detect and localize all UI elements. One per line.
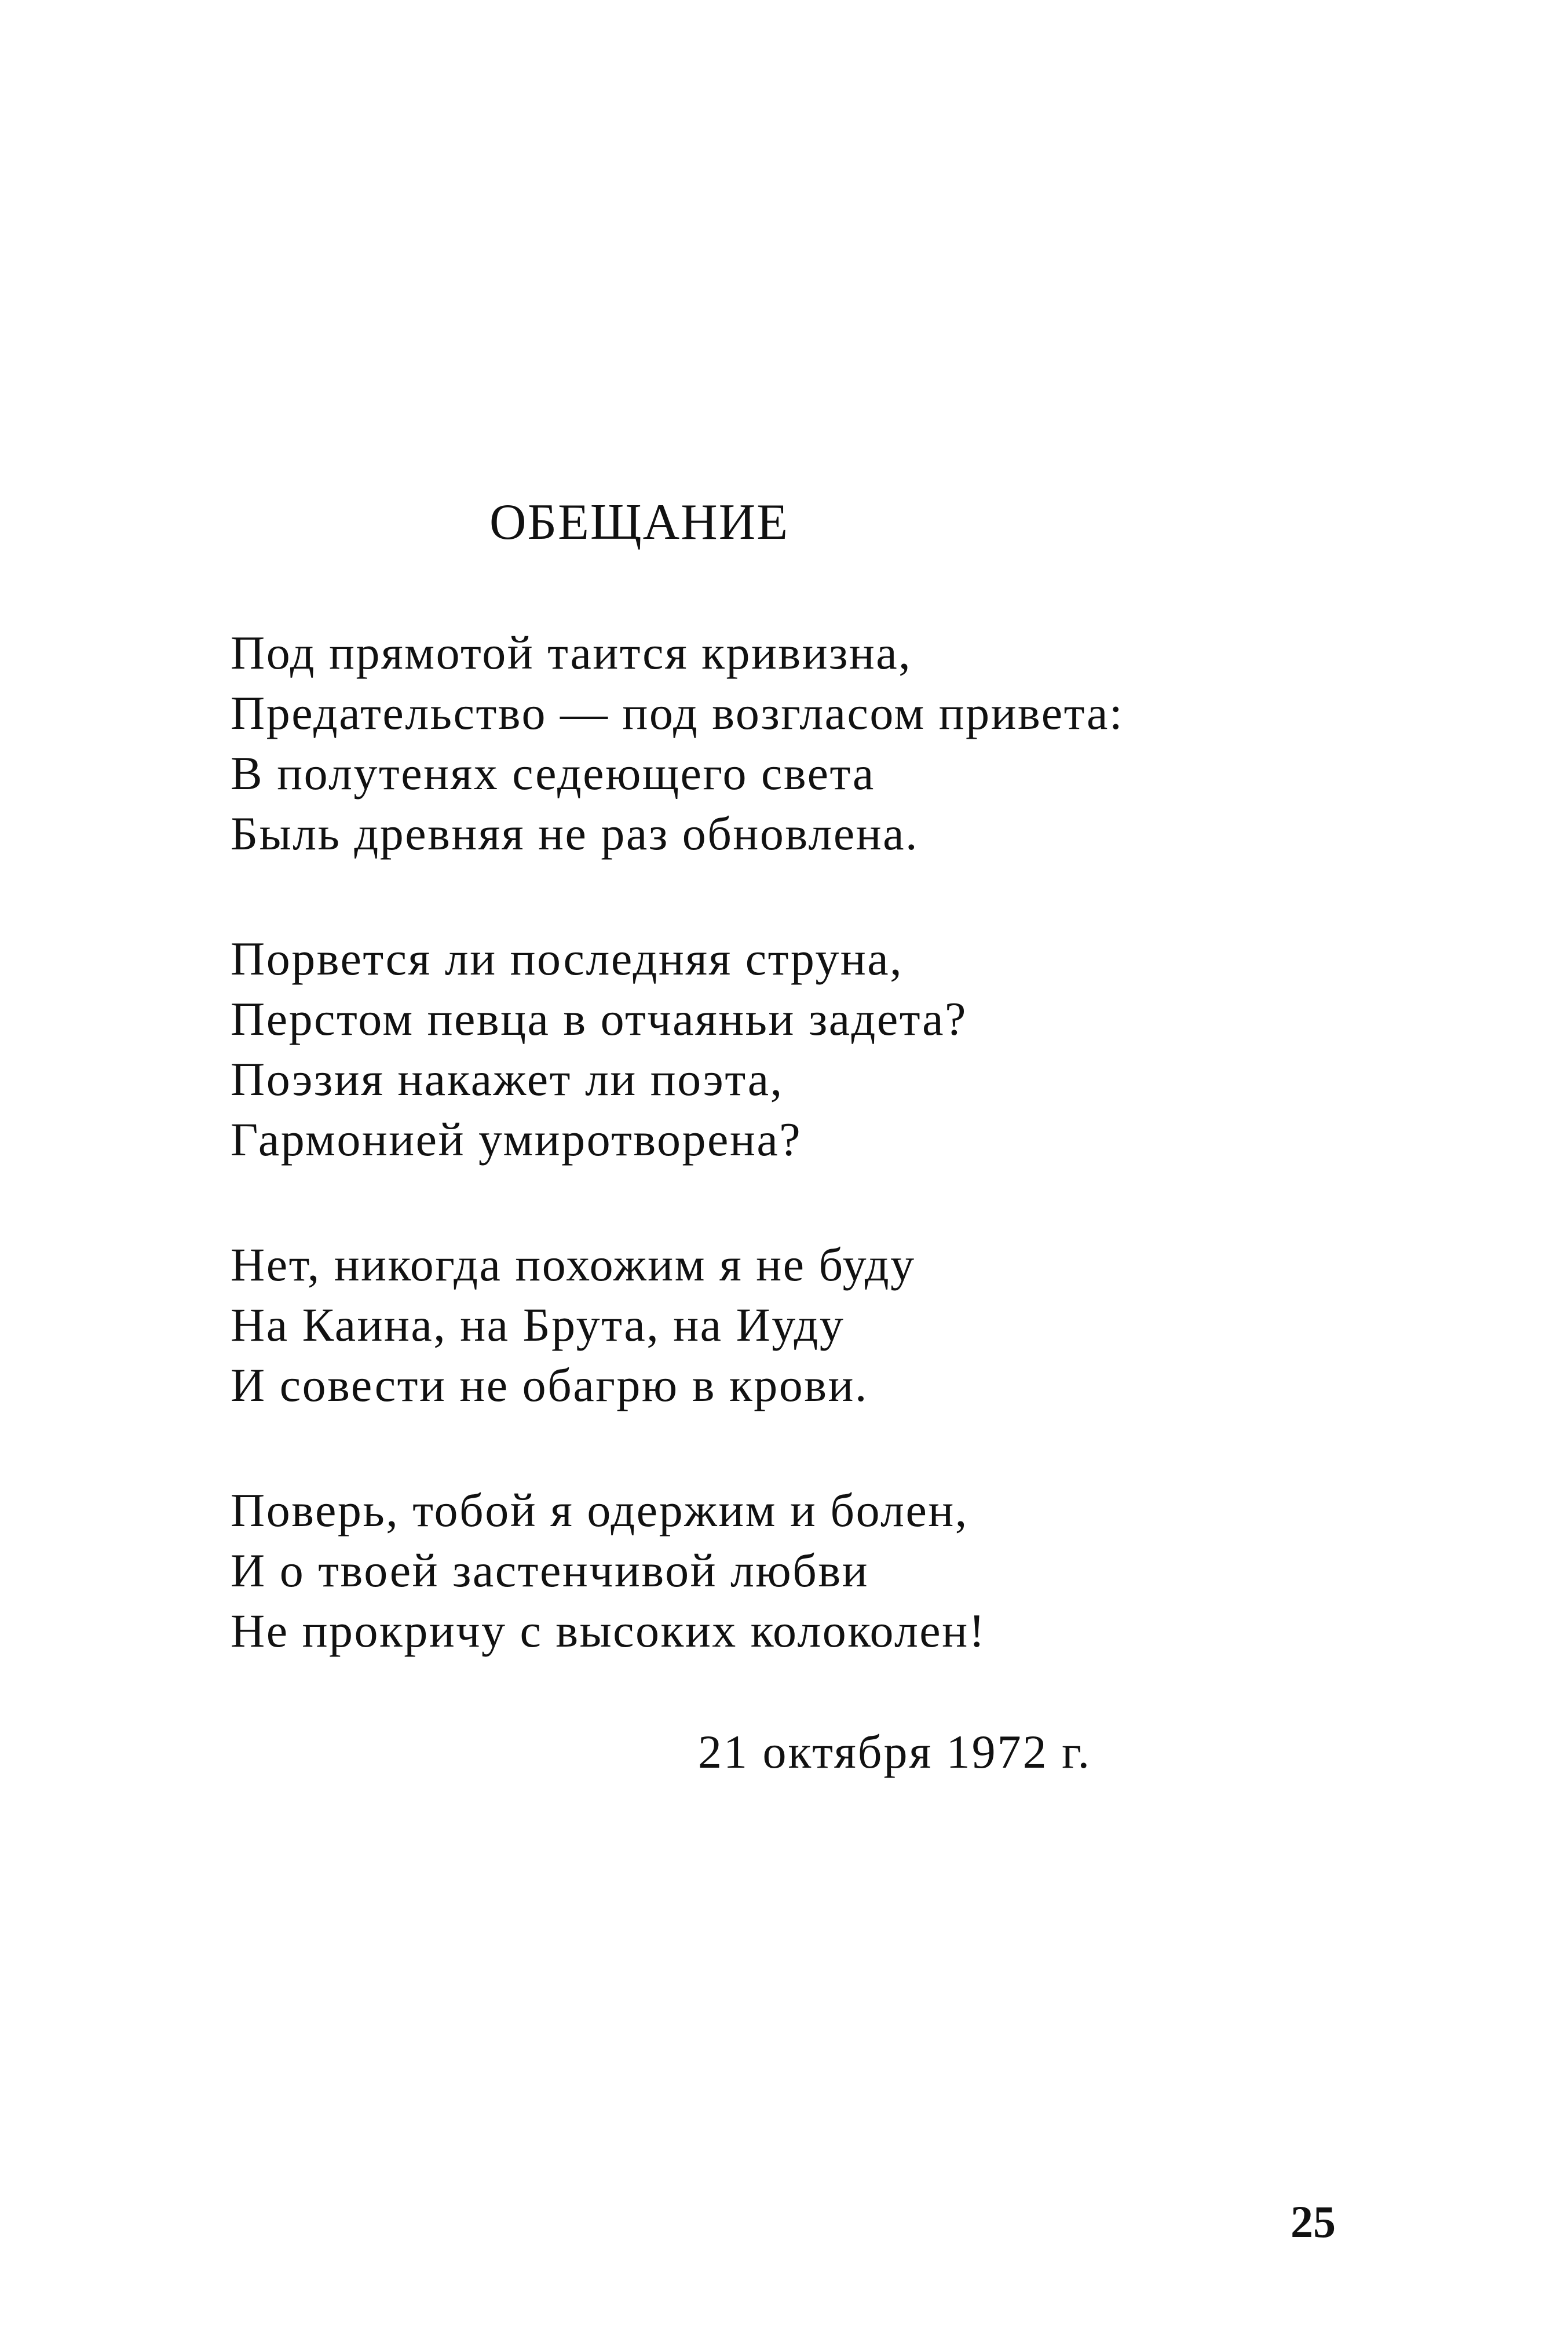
poem-line: Предательство — под возгласом привета: bbox=[231, 687, 1124, 739]
poem-date: 21 октября 1972 г. bbox=[698, 1725, 1092, 1778]
poem-body bbox=[231, 623, 1331, 1726]
poem-line: И о твоей застенчивой любви bbox=[231, 1544, 869, 1597]
stanza-1 bbox=[231, 623, 1331, 864]
poem-line: В полутенях седеющего света bbox=[231, 747, 875, 800]
poem-line: Порвется ли последняя струна, bbox=[231, 932, 904, 985]
stanza-2 bbox=[231, 929, 1331, 1170]
poem-line: Быль древняя не раз обновлена. bbox=[231, 807, 919, 860]
poem-line: Не прокричу с высоких колоколен! bbox=[231, 1604, 986, 1657]
poem-line: Перстом певца в отчаяньи задета? bbox=[231, 992, 967, 1045]
stanza-4 bbox=[231, 1480, 1331, 1661]
poem-line: Нет, никогда похожим я не буду bbox=[231, 1238, 916, 1291]
poem-line: И совести не обагрю в крови. bbox=[231, 1359, 868, 1411]
page-number: 25 bbox=[1291, 2196, 1336, 2247]
poem-title: ОБЕЩАНИЕ bbox=[489, 494, 790, 550]
stanza-3 bbox=[231, 1235, 1331, 1415]
poem-line: Под прямотой таится кривизна, bbox=[231, 626, 912, 679]
poem-line: Поэзия накажет ли поэта, bbox=[231, 1053, 784, 1105]
poem-line: Поверь, тобой я одержим и болен, bbox=[231, 1484, 968, 1537]
poem-line: На Каина, на Брута, на Иуду bbox=[231, 1298, 845, 1351]
poem-line: Гармонией умиротворена? bbox=[231, 1113, 802, 1166]
